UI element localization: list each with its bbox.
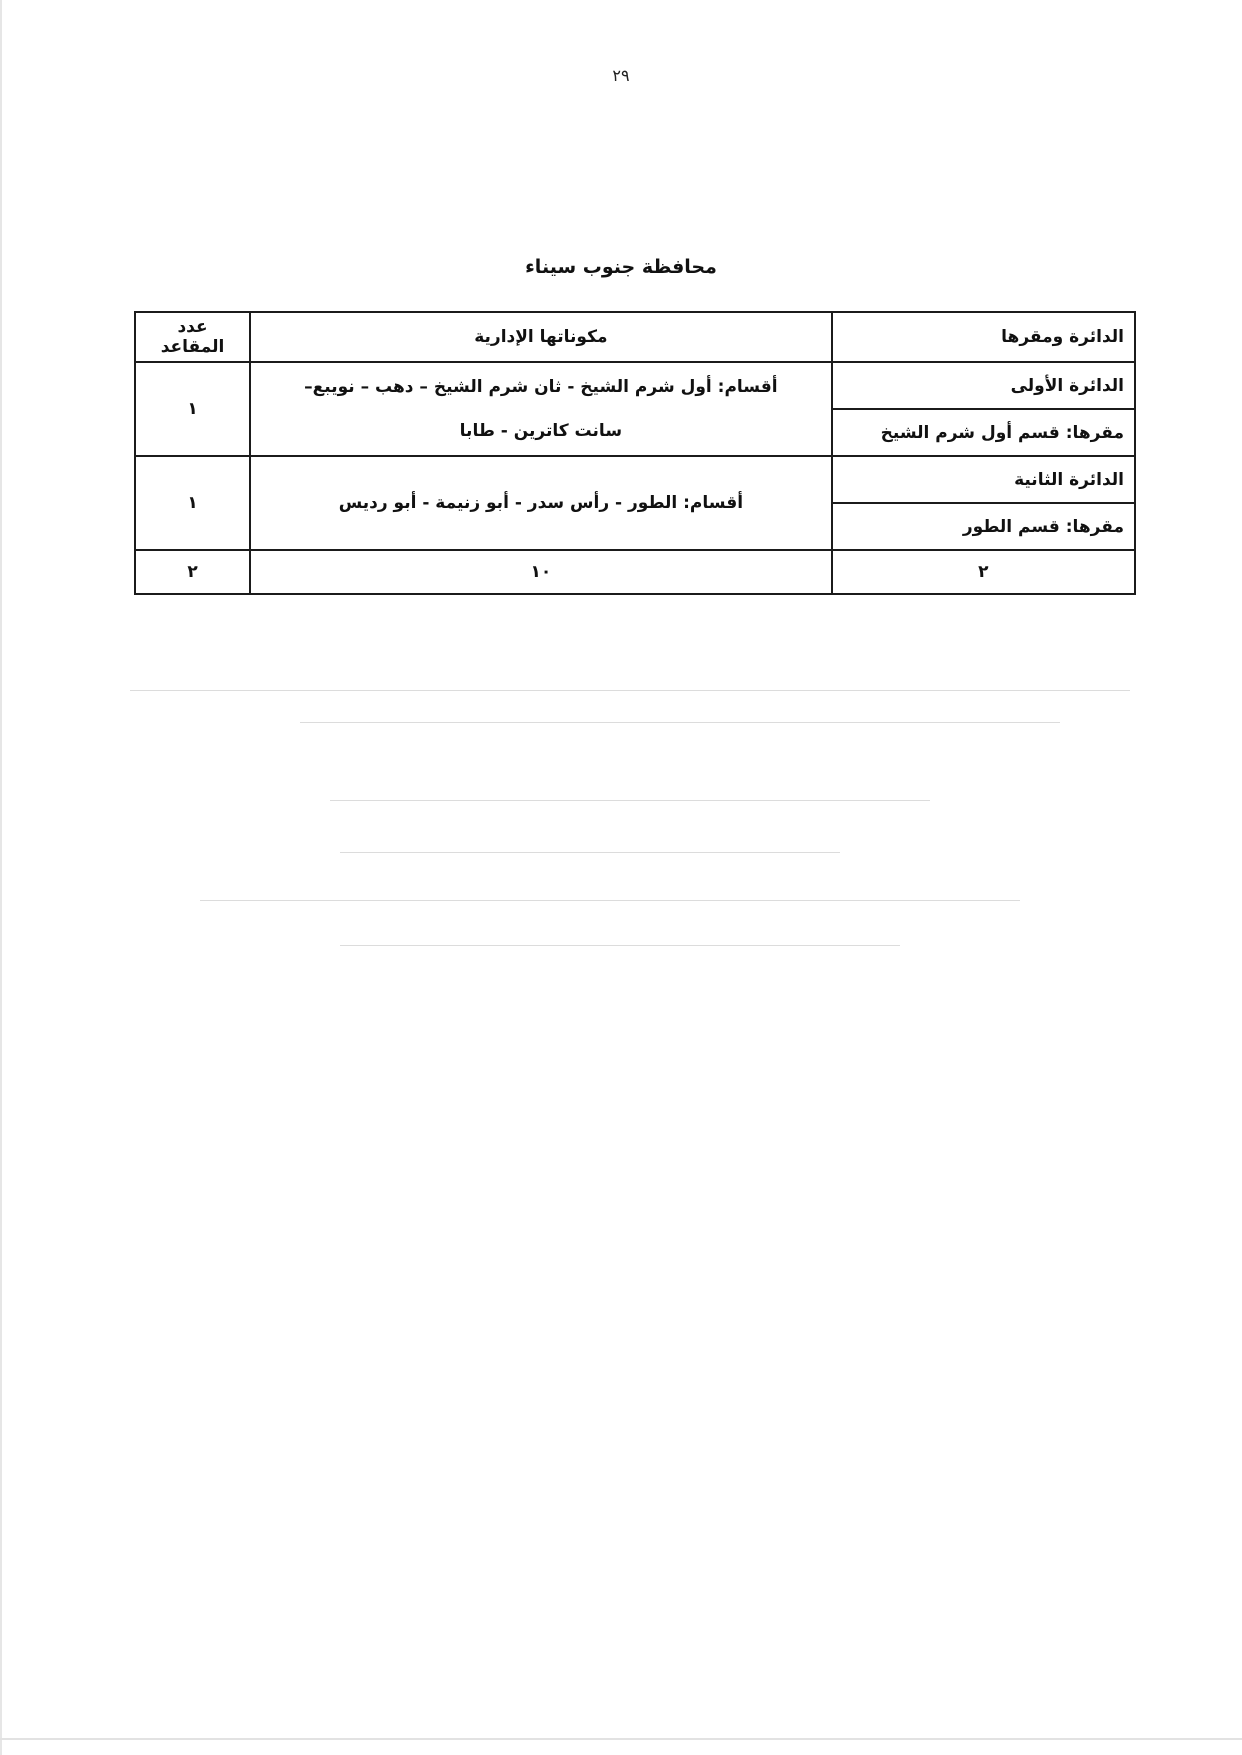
- districts-table-wrapper: [134, 311, 1136, 595]
- district-seat-location: مقرها: قسم أول شرم الشيخ: [832, 409, 1135, 456]
- table-header-row: [135, 312, 1135, 362]
- districts-table: [134, 311, 1136, 595]
- scan-bottom-edge: [0, 1738, 1242, 1740]
- scan-artifact-line: [200, 900, 1020, 901]
- district-seats: ١: [135, 456, 250, 550]
- scan-artifact-line: [130, 690, 1130, 691]
- total-components: ١٠: [250, 550, 832, 594]
- district-name: الدائرة الثانية: [832, 456, 1135, 503]
- header-components: مكوناتها الإدارية: [250, 312, 832, 362]
- district-name: الدائرة الأولى: [832, 362, 1135, 409]
- total-districts: ٢: [832, 550, 1135, 594]
- components-line: أقسام: أول شرم الشيخ - ثان شرم الشيخ – دهب – نويبع–: [304, 377, 778, 397]
- header-seats: عدد المقاعد: [135, 312, 250, 362]
- scan-artifact-line: [330, 800, 930, 801]
- district-components: أقسام: الطور - رأس سدر - أبو زنيمة - أبو رديس: [250, 456, 832, 550]
- document-title: محافظة جنوب سيناء: [525, 256, 717, 278]
- scan-artifact-line: [340, 852, 840, 853]
- district-components: [250, 362, 832, 456]
- table-row: [135, 362, 1135, 409]
- total-seats: ٢: [135, 550, 250, 594]
- scan-artifact-line: [300, 722, 1060, 723]
- scan-artifact-line: [340, 945, 900, 946]
- table-row: [135, 456, 1135, 503]
- header-district: الدائرة ومقرها: [832, 312, 1135, 362]
- components-line: سانت كاترين - طابا: [459, 421, 623, 441]
- district-seats: ١: [135, 362, 250, 456]
- page-number: ٢٩: [612, 66, 630, 85]
- table-totals-row: [135, 550, 1135, 594]
- district-seat-location: مقرها: قسم الطور: [832, 503, 1135, 550]
